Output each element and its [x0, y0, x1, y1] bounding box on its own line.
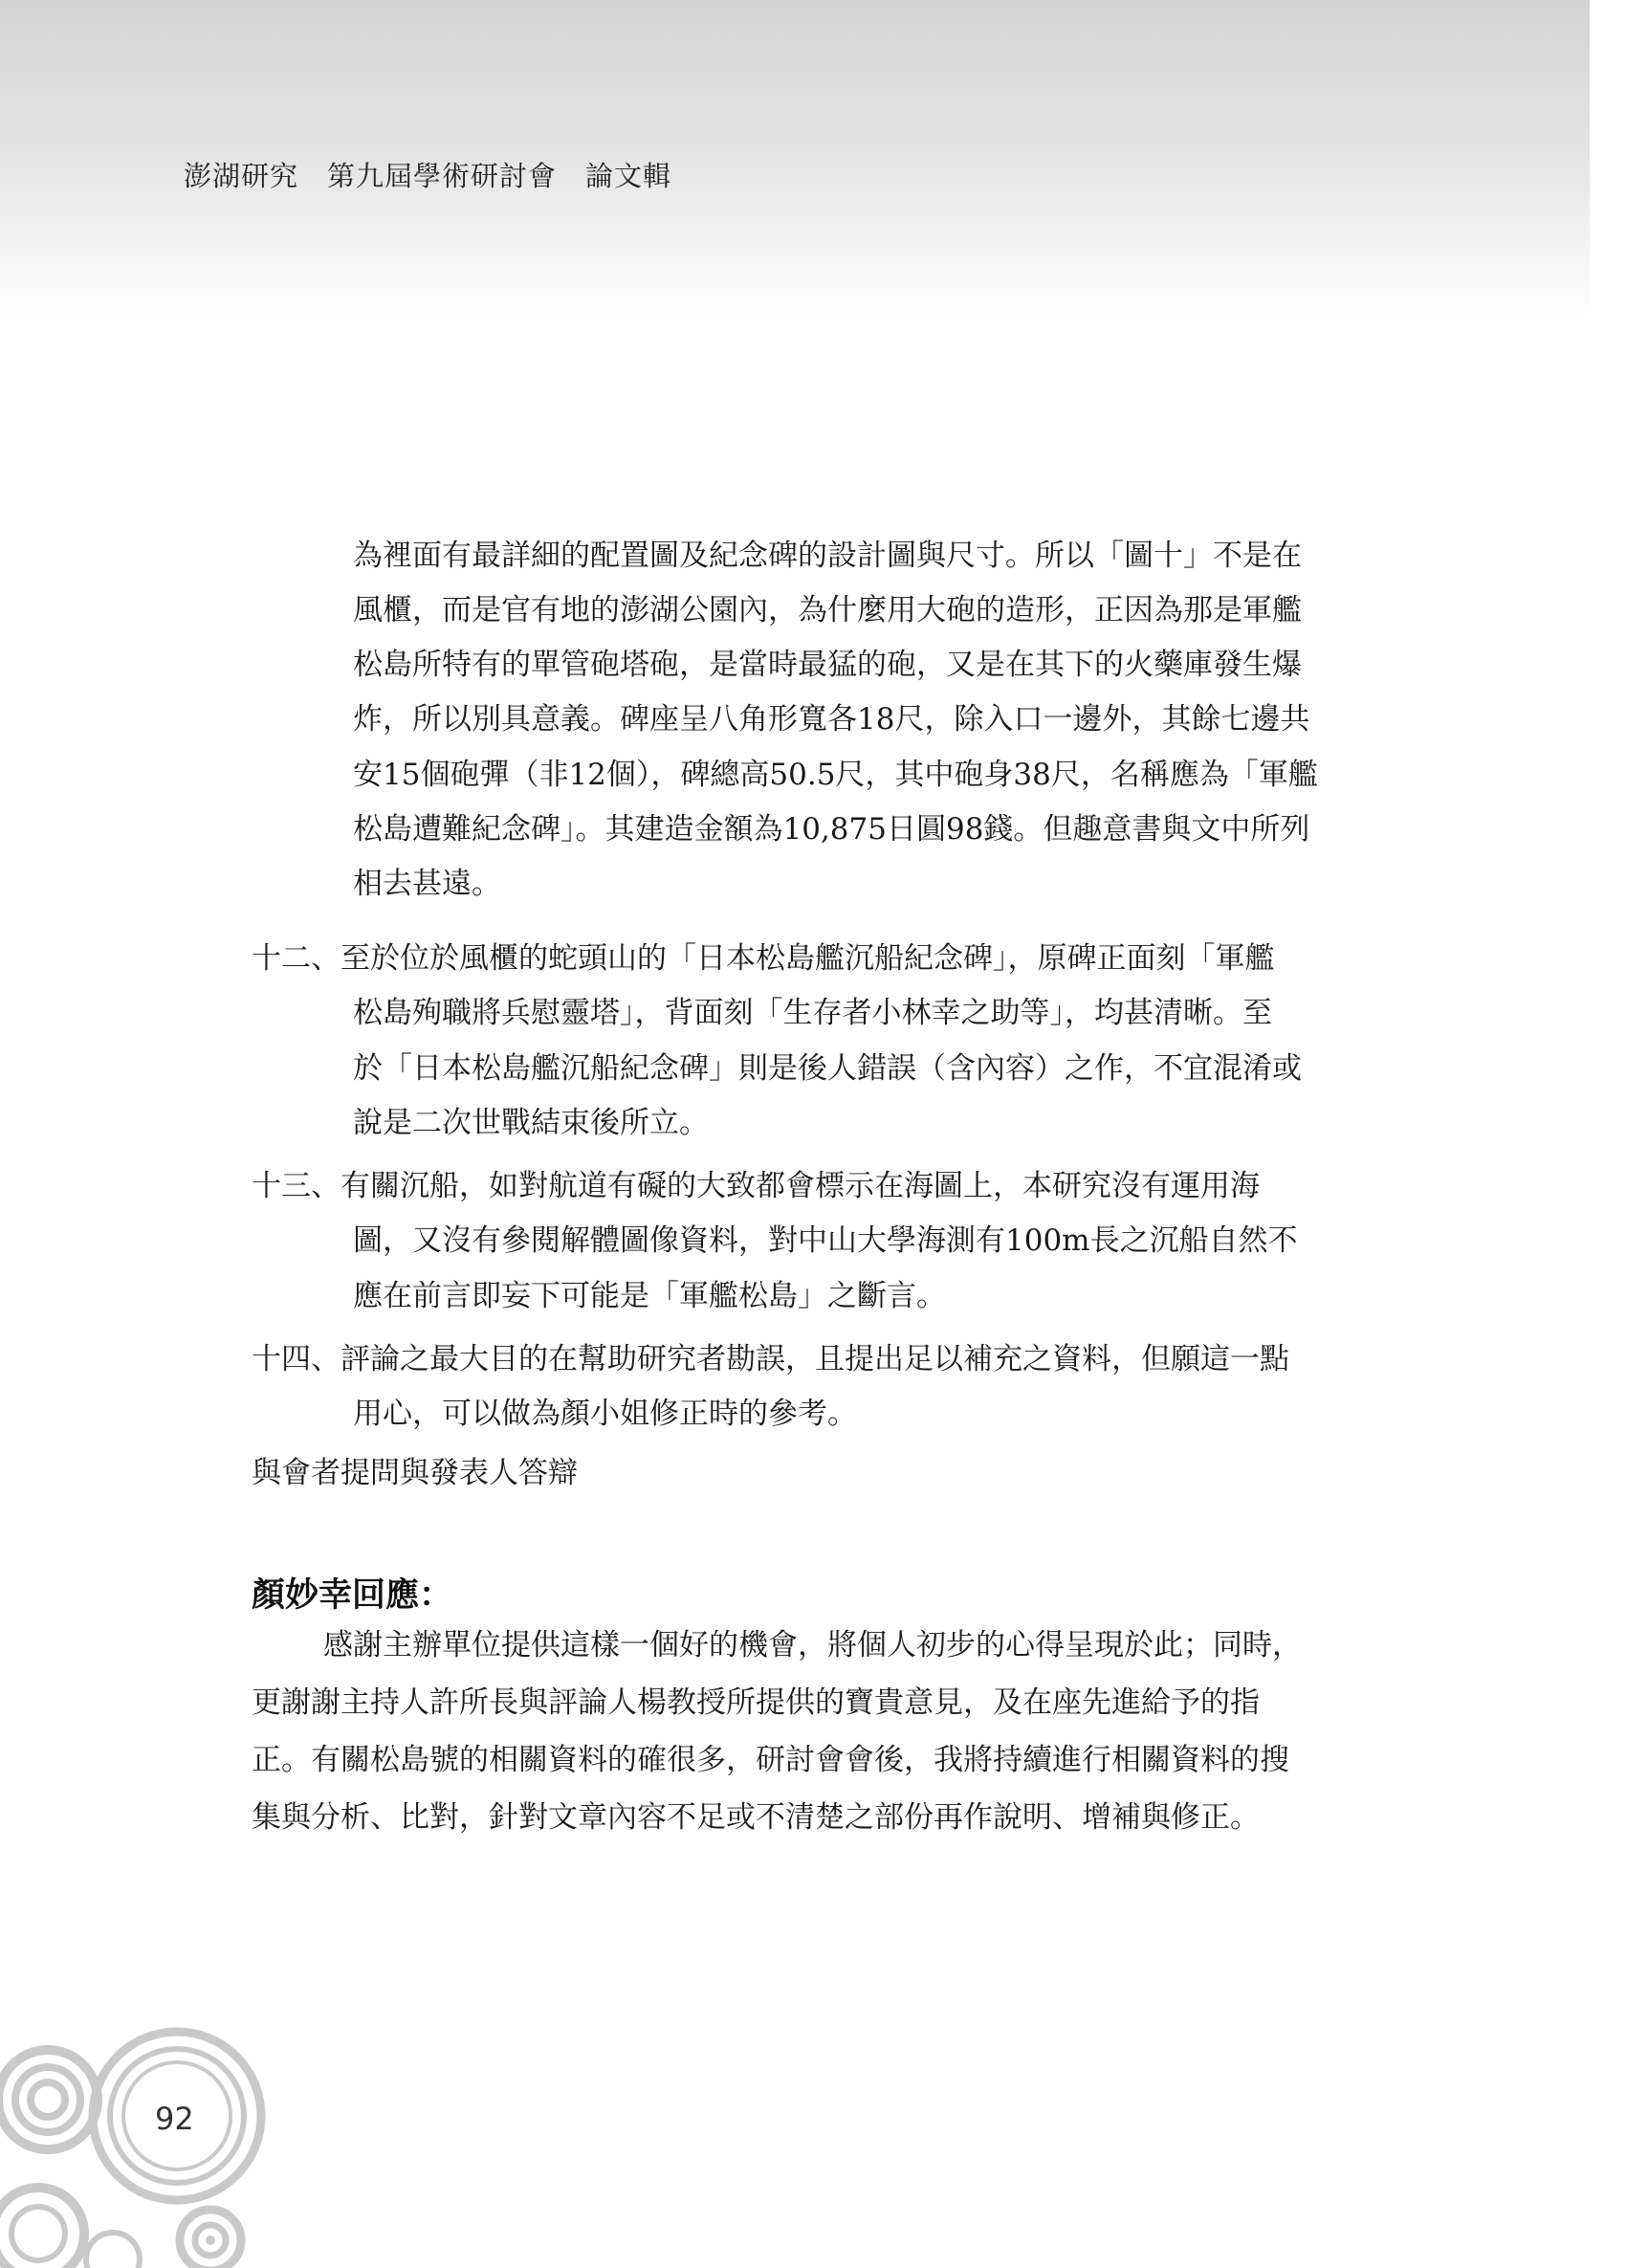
response-heading: 顏妙幸回應： — [252, 1576, 453, 1615]
list-item-13-line: 圖，又沒有參閱解體圖像資料，對中山大學海測有100m長之沉船自然不 — [353, 1223, 1298, 1258]
text-line: 為裡面有最詳細的配置圖及紀念碑的設計圖與尺寸。所以「圖十」不是在 — [353, 539, 1302, 573]
text-line: 炸，所以別具意義。碑座呈八角形寬各18尺，除入口一邊外，其餘七邊共 — [353, 702, 1310, 737]
qa-line: 與會者提問與發表人答辯 — [252, 1456, 578, 1490]
list-item-12-line: 說是二次世戰結束後所立。 — [353, 1106, 709, 1140]
text-line: 松島遭難紀念碑」。其建造金額為10,875日圓98錢。但趣意書與文中所列 — [353, 812, 1310, 847]
running-header-title: 澎湖研究 第九屆學術研討會 論文輯 — [184, 160, 672, 192]
list-item-12-first-line: 十二、至於位於風櫃的蛇頭山的「日本松島艦沉船紀念碑」，原碑正面刻「軍艦 — [252, 941, 1275, 976]
response-line: 更謝謝主持人許所長與評論人楊教授所提供的寶貴意見，及在座先進給予的指 — [252, 1685, 1260, 1720]
response-line: 正。有關松島號的相關資料的確很多，研討會會後，我將持續進行相關資料的搜 — [252, 1743, 1289, 1777]
decorative-circles-graphic — [0, 2009, 287, 2268]
text-line: 相去甚遠。 — [353, 867, 501, 901]
list-item-14-line: 用心，可以做為顏小姐修正時的參考。 — [353, 1397, 857, 1431]
list-item-12-line: 松島殉職將兵慰靈塔」，背面刻「生存者小林幸之助等」，均甚清晰。至 — [353, 996, 1272, 1030]
list-item-13-first-line: 十三、有關沉船，如對航道有礙的大致都會標示在海圖上，本研究沒有運用海 — [252, 1169, 1260, 1203]
response-line: 感謝主辦單位提供這樣一個好的機會，將個人初步的心得呈現於此；同時， — [323, 1628, 1302, 1662]
list-item-12-line: 於「日本松島艦沉船紀念碑」則是後人錯誤（含內容）之作，不宜混淆或 — [353, 1051, 1302, 1086]
text-line: 風櫃，而是官有地的澎湖公園內，為什麼用大砲的造形，正因為那是軍艦 — [353, 593, 1302, 628]
list-item-13-line: 應在前言即妄下可能是「軍艦松島」之斷言。 — [353, 1279, 946, 1313]
text-line: 松島所特有的單管砲塔砲，是當時最猛的砲，又是在其下的火藥庫發生爆 — [353, 648, 1302, 682]
text-line: 安15個砲彈（非12個），碑總高50.5尺，其中砲身38尺，名稱應為「軍艦 — [353, 758, 1318, 792]
page-number: 92 — [155, 2101, 194, 2137]
response-line: 集與分析、比對，針對文章內容不足或不清楚之部份再作說明、增補與修正。 — [252, 1800, 1260, 1835]
list-item-14-first-line: 十四、評論之最大目的在幫助研究者勘誤，且提出足以補充之資料，但願這一點 — [252, 1342, 1289, 1376]
